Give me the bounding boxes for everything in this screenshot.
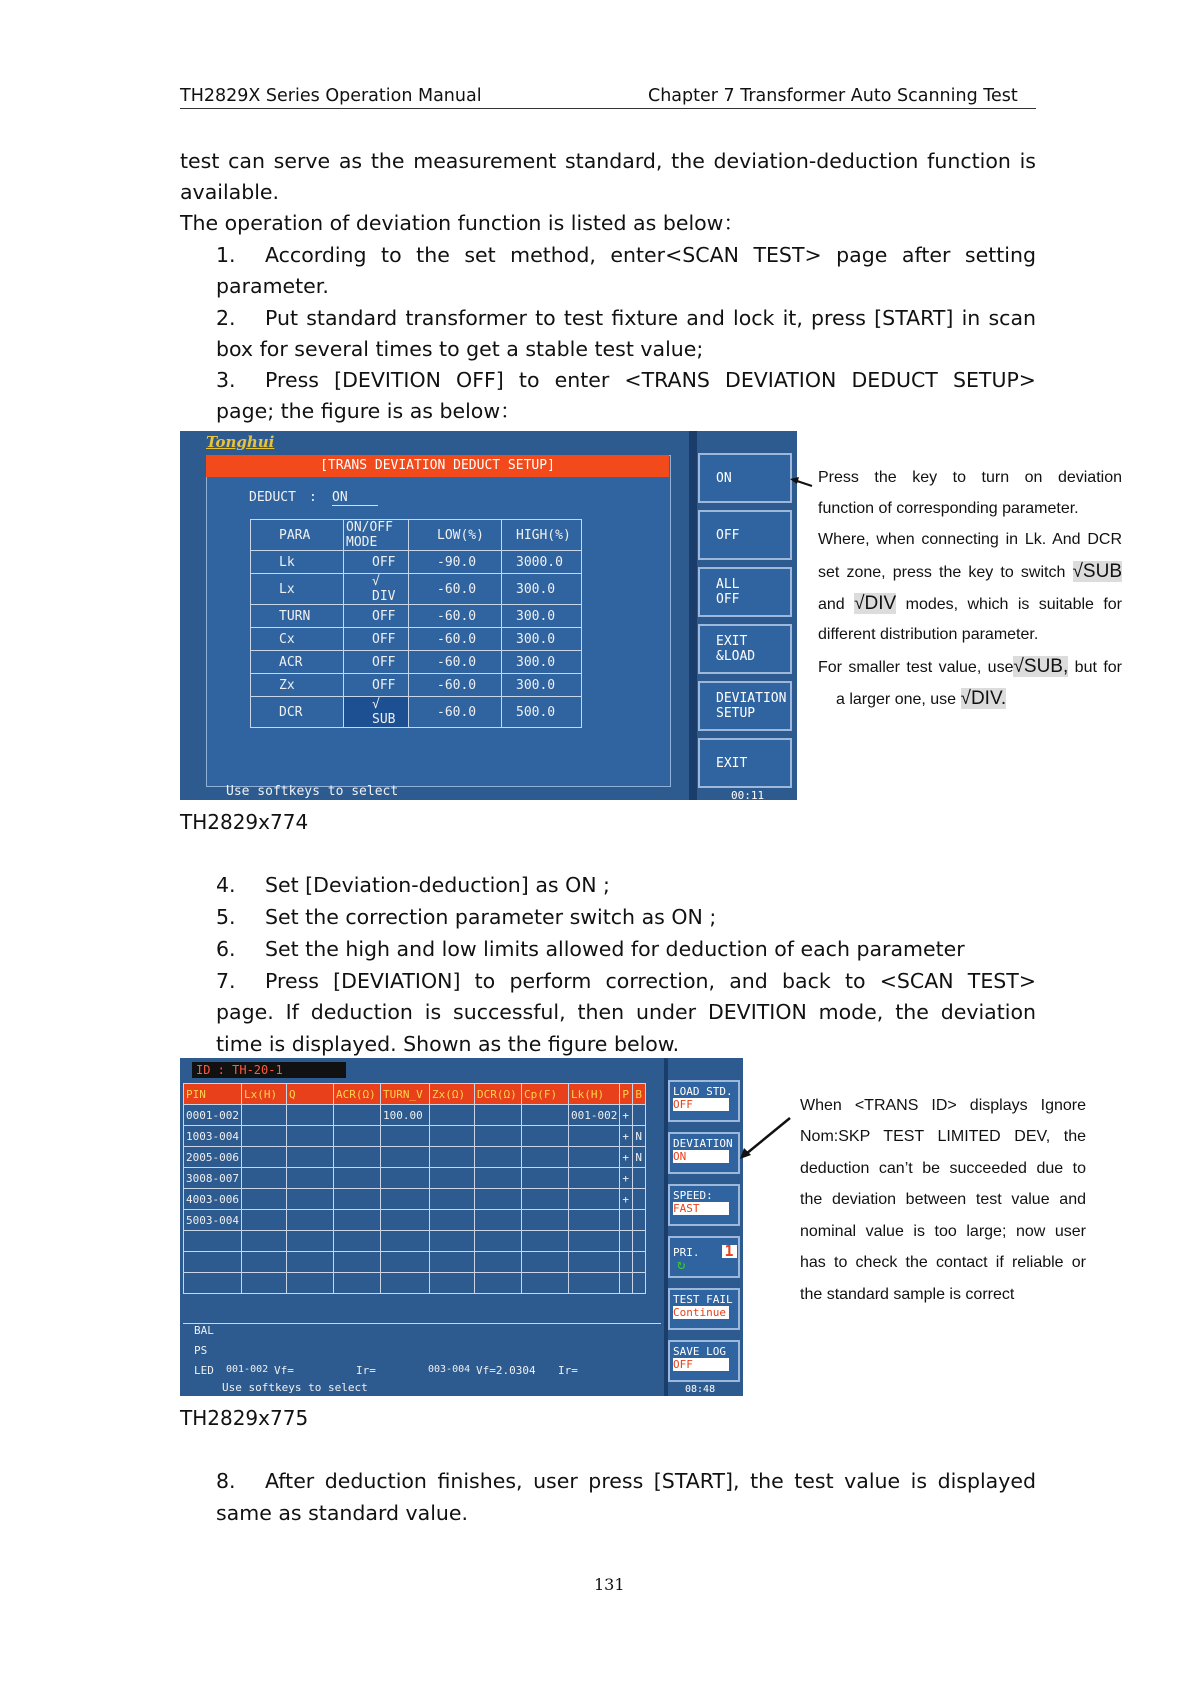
note-1-line-5	[818, 588, 1122, 620]
softkey-pri[interactable]	[668, 1236, 740, 1278]
dcr	[474, 1168, 521, 1189]
note-1-sub-mode-2: √SUB,	[1013, 656, 1069, 677]
status-bar: Use softkeys to select	[222, 1381, 368, 1394]
softkey-save-log-value: OFF	[673, 1358, 729, 1371]
pin: 0001-002	[184, 1105, 242, 1126]
zx	[429, 1210, 474, 1231]
led-vf-1: Vf=	[274, 1364, 294, 1377]
cp	[521, 1189, 568, 1210]
note-1-sub-mode: √SUB	[1072, 561, 1122, 582]
column-header: PIN	[184, 1084, 242, 1105]
low[interactable]: -60.0	[409, 674, 502, 697]
p	[620, 1210, 633, 1231]
note-1-line-6: different distribution parameter.	[818, 626, 1039, 643]
step-8-number: 8.	[216, 1469, 236, 1493]
step-2-line-2: box for several times to get a stable test value;	[216, 337, 704, 361]
note-1-line-2: function of corresponding parameter.	[818, 500, 1079, 517]
softkey-speed-value: FAST	[673, 1202, 729, 1215]
step-7	[216, 966, 1036, 997]
note-1-line-7-text: For smaller test value, use	[818, 659, 1014, 676]
note-2-line-1: When <TRANS ID> displays Ignore	[800, 1097, 1086, 1114]
table-row	[184, 1189, 646, 1210]
dcr	[474, 1147, 521, 1168]
acr	[333, 1126, 380, 1147]
step-5-number: 5.	[216, 905, 236, 929]
low[interactable]: -90.0	[409, 551, 502, 574]
cp	[521, 1210, 568, 1231]
step-3-text: Press [DEVITION OFF] to enter <TRANS DEVIATION DEDUCT SETUP>	[265, 368, 1036, 392]
scan-result-table	[183, 1083, 646, 1294]
step-7-text: Press [DEVIATION] to perform correction, and back to <SCAN TEST>	[265, 969, 1036, 993]
table-header-row	[251, 520, 582, 551]
b	[633, 1210, 646, 1231]
high[interactable]: 300.0	[502, 574, 582, 605]
acr	[333, 1189, 380, 1210]
softkey-test-fail[interactable]	[668, 1288, 740, 1330]
lx	[241, 1147, 286, 1168]
intro-line-1: test can serve as the measurement standard, the deviation-deduction function is	[180, 149, 1036, 173]
softkey-save-log[interactable]	[668, 1340, 740, 1382]
page-number: 131	[594, 1575, 625, 1594]
note-2-line-4: the deviation between test value and	[800, 1191, 1086, 1208]
mode[interactable]: OFF	[344, 651, 409, 674]
high[interactable]: 500.0	[502, 697, 582, 728]
arrow-icon	[790, 476, 814, 490]
lk: 001-002	[568, 1105, 619, 1126]
table-row[interactable]	[251, 674, 582, 697]
column-header: DCR(Ω)	[474, 1084, 521, 1105]
pin: 2005-006	[184, 1147, 242, 1168]
led-vf-2: Vf=2.0304	[476, 1364, 536, 1377]
note-2-line-3: deduction can’t be succeeded due to	[800, 1160, 1086, 1177]
column-header: TURN_V	[380, 1084, 429, 1105]
table-row[interactable]	[251, 574, 582, 605]
led-label: LED	[194, 1364, 214, 1377]
column-header: ACR(Ω)	[333, 1084, 380, 1105]
lx	[241, 1210, 286, 1231]
column-header: Lk(H)	[568, 1084, 619, 1105]
step-5-text: Set the correction parameter switch as ON ;	[265, 905, 717, 929]
step-8	[216, 1466, 1036, 1497]
softkey-speed-label: SPEED:	[673, 1189, 713, 1202]
table-row	[184, 1168, 646, 1189]
turn-v	[380, 1147, 429, 1168]
intro-line-3: The operation of deviation function is listed as below：	[180, 211, 744, 235]
step-7-line-3: time is displayed. Shown as the figure below.	[216, 1032, 680, 1056]
turn-v	[380, 1189, 429, 1210]
dcr	[474, 1105, 521, 1126]
note-2-line-6: has to check the contact if reliable or	[800, 1254, 1086, 1271]
p: +	[620, 1105, 633, 1126]
step-2-text: Put standard transformer to test fixture and lock it, press [START] in scan	[265, 306, 1036, 330]
note-1-div-mode-2: √DIV.	[960, 688, 1007, 709]
p: +	[620, 1168, 633, 1189]
softkey-all-off[interactable]	[698, 567, 792, 617]
b: N	[633, 1126, 646, 1147]
step-1-number: 1.	[216, 243, 236, 267]
param: TURN	[251, 605, 344, 628]
turn-v	[380, 1168, 429, 1189]
note-1-line-8-text: a larger one, use	[836, 691, 961, 708]
softkey-load-std-label: LOAD STD.	[673, 1085, 733, 1098]
header-right: Chapter 7 Transformer Auto Scanning Test	[648, 86, 1018, 106]
softkey-exit[interactable]: EXIT	[698, 738, 792, 788]
deviation-table	[250, 519, 582, 728]
softkey-on[interactable]: ON	[698, 453, 792, 503]
table-row	[184, 1231, 646, 1252]
tonghui-logo: Tonghui	[206, 433, 275, 451]
header-left: TH2829X Series Operation Manual	[180, 86, 482, 106]
step-6-text: Set the high and low limits allowed for deduction of each parameter	[265, 937, 965, 961]
softkey-divider	[689, 431, 697, 800]
p: +	[620, 1189, 633, 1210]
lx	[241, 1189, 286, 1210]
zx	[429, 1168, 474, 1189]
step-4-text: Set [Deviation-deduction] as ON ;	[265, 873, 610, 897]
p: +	[620, 1126, 633, 1147]
softkey-test-fail-value: Continue	[673, 1306, 729, 1319]
mode[interactable]: OFF	[344, 605, 409, 628]
table-row[interactable]	[251, 697, 582, 728]
zx	[429, 1126, 474, 1147]
lk	[568, 1210, 619, 1231]
table-row	[184, 1147, 646, 1168]
table-row[interactable]	[251, 551, 582, 574]
step-4	[216, 870, 610, 901]
note-1-line-8	[836, 683, 1006, 715]
q	[286, 1168, 333, 1189]
clock: 00:11	[731, 789, 765, 800]
clock: 08:48	[685, 1384, 716, 1395]
pin: 1003-004	[184, 1126, 242, 1147]
column-header: P	[620, 1084, 633, 1105]
step-3-line-2: page; the figure is as below：	[216, 399, 521, 423]
step-7-line-2: page. If deduction is successful, then under DEVITION mode, the deviation	[216, 1000, 1036, 1024]
turn-v	[380, 1126, 429, 1147]
high[interactable]: 300.0	[502, 651, 582, 674]
note-1-line-7	[818, 651, 1122, 683]
deduct-colon: :	[309, 490, 317, 505]
lk	[568, 1126, 619, 1147]
param: ACR	[251, 651, 344, 674]
table-row	[184, 1252, 646, 1273]
param: Lk	[251, 551, 344, 574]
softkey-deviation-setup[interactable]	[698, 681, 792, 731]
cp	[521, 1126, 568, 1147]
step-6-number: 6.	[216, 937, 236, 961]
lx	[241, 1105, 286, 1126]
figure-2-caption: TH2829x775	[180, 1406, 309, 1430]
high[interactable]: 3000.0	[502, 551, 582, 574]
softkey-load-std[interactable]	[668, 1080, 740, 1122]
note-1-line-5-text: and	[818, 596, 855, 613]
softkey-off[interactable]: OFF	[698, 510, 792, 560]
b	[633, 1105, 646, 1126]
q	[286, 1105, 333, 1126]
led-ir-2: Ir=	[558, 1364, 578, 1377]
step-1-line-2: parameter.	[216, 274, 329, 298]
note-1-div-mode: √DIV	[854, 593, 897, 614]
step-4-number: 4.	[216, 873, 236, 897]
deduct-label: DEDUCT	[249, 490, 296, 505]
status-bar: Use softkeys to select	[226, 784, 399, 799]
step-2-number: 2.	[216, 306, 236, 330]
table-row[interactable]	[251, 605, 582, 628]
dcr	[474, 1126, 521, 1147]
q	[286, 1210, 333, 1231]
b	[633, 1189, 646, 1210]
param: DCR	[251, 697, 344, 728]
deviation-setup-screenshot	[180, 431, 797, 800]
note-2-line-2: Nom:SKP TEST LIMITED DEV, the	[800, 1128, 1086, 1145]
softkey-test-fail-label: TEST FAIL	[673, 1293, 733, 1306]
column-header: Cp(F)	[521, 1084, 568, 1105]
param: Cx	[251, 628, 344, 651]
low[interactable]: -60.0	[409, 628, 502, 651]
table-row	[184, 1126, 646, 1147]
note-2-line-7: the standard sample is correct	[800, 1286, 1015, 1303]
zx	[429, 1189, 474, 1210]
acr	[333, 1105, 380, 1126]
cp	[521, 1168, 568, 1189]
step-1	[216, 240, 1036, 271]
note-1-line-3: Where, when connecting in Lk. And DCR	[818, 531, 1122, 548]
scan-test-screenshot	[180, 1058, 743, 1396]
p: +	[620, 1147, 633, 1168]
softkey-pri-value: 1	[722, 1245, 737, 1258]
param: Lx	[251, 574, 344, 605]
softkey-exit-load-label: EXIT &LOAD	[716, 634, 756, 664]
b	[633, 1168, 646, 1189]
softkey-deviation-label: DEVIATION	[673, 1137, 733, 1150]
pin: 4003-006	[184, 1189, 242, 1210]
step-8-text: After deduction finishes, user press [START], the test value is displayed	[265, 1469, 1036, 1493]
softkey-deviation-value: ON	[673, 1150, 729, 1163]
softkey-deviation[interactable]	[668, 1132, 740, 1174]
softkey-load-std-value: OFF	[673, 1098, 729, 1111]
step-3-number: 3.	[216, 368, 236, 392]
led-pin-2: 003-004	[428, 1364, 471, 1375]
lx	[241, 1126, 286, 1147]
ps-label: PS	[194, 1344, 208, 1357]
step-7-number: 7.	[216, 969, 236, 993]
q	[286, 1189, 333, 1210]
softkey-save-log-label: SAVE LOG	[673, 1345, 726, 1358]
arrow-icon	[740, 1116, 792, 1160]
note-1-line-4-text: set zone, press the key to switch	[818, 564, 1073, 581]
b: N	[633, 1147, 646, 1168]
step-3	[216, 365, 1036, 396]
zx	[429, 1105, 474, 1126]
cp	[521, 1147, 568, 1168]
turn-v	[380, 1210, 429, 1231]
step-6	[216, 934, 965, 965]
mode[interactable]: OFF	[344, 551, 409, 574]
note-1-line-7-tail: but for	[1068, 659, 1122, 676]
column-header: LOW(%)	[409, 520, 502, 551]
q	[286, 1126, 333, 1147]
acr	[333, 1168, 380, 1189]
acr	[333, 1210, 380, 1231]
figure-1-caption: TH2829x774	[180, 810, 309, 834]
table-row	[184, 1210, 646, 1231]
softkey-pri-label: PRI.	[673, 1246, 700, 1259]
note-2-line-5: nominal value is too large; now user	[800, 1223, 1086, 1240]
dcr	[474, 1210, 521, 1231]
note-1-line-1: Press the key to turn on deviation	[818, 469, 1122, 486]
deduct-value[interactable]: ON	[332, 490, 378, 506]
turn-v: 100.00	[380, 1105, 429, 1126]
softkey-speed[interactable]	[668, 1184, 740, 1226]
mode[interactable]: OFF	[344, 628, 409, 651]
refresh-icon: ↻	[677, 1257, 686, 1273]
column-header: Q	[286, 1084, 333, 1105]
column-header: Lx(H)	[241, 1084, 286, 1105]
column-header: PARA	[251, 520, 344, 551]
bal-label: BAL	[194, 1324, 214, 1337]
footer-divider	[183, 1323, 661, 1324]
lx	[241, 1168, 286, 1189]
step-5	[216, 902, 716, 933]
step-8-line-2: same as standard value.	[216, 1501, 469, 1525]
column-header: B	[633, 1084, 646, 1105]
low[interactable]: -60.0	[409, 605, 502, 628]
note-1-line-5-tail: modes, which is suitable for	[896, 596, 1122, 613]
mode[interactable]: OFF	[344, 674, 409, 697]
mode-selected[interactable]: √ SUB	[344, 697, 409, 728]
pin: 5003-004	[184, 1210, 242, 1231]
lk	[568, 1168, 619, 1189]
table-header-row	[184, 1084, 646, 1105]
led-ir-1: Ir=	[356, 1364, 376, 1377]
high[interactable]: 300.0	[502, 674, 582, 697]
low[interactable]: -60.0	[409, 651, 502, 674]
step-1-text: According to the set method, enter<SCAN TEST> page after setting	[265, 243, 1036, 267]
high[interactable]: 300.0	[502, 605, 582, 628]
setup-title: [TRANS DEVIATION DEDUCT SETUP]	[206, 455, 669, 477]
led-pin-1: 001-002	[226, 1364, 269, 1375]
pin: 3008-007	[184, 1168, 242, 1189]
intro-line-2: available.	[180, 180, 280, 204]
low[interactable]: -60.0	[409, 697, 502, 728]
header-rule	[180, 108, 1036, 109]
column-header: Zx(Ω)	[429, 1084, 474, 1105]
param: Zx	[251, 674, 344, 697]
column-header: HIGH(%)	[502, 520, 582, 551]
trans-id: ID : TH-20-1	[192, 1062, 346, 1078]
column-header: ON/OFF MODE	[344, 520, 409, 551]
q	[286, 1147, 333, 1168]
high[interactable]: 300.0	[502, 628, 582, 651]
low[interactable]: -60.0	[409, 574, 502, 605]
softkey-all-off-label: ALL OFF	[716, 577, 740, 607]
table-row	[184, 1273, 646, 1294]
table-row[interactable]	[251, 628, 582, 651]
note-1-line-4	[818, 556, 1122, 588]
table-row[interactable]	[251, 651, 582, 674]
step-2	[216, 303, 1036, 334]
lk	[568, 1147, 619, 1168]
softkey-deviation-setup-label: DEVIATION SETUP	[716, 691, 787, 721]
zx	[429, 1147, 474, 1168]
acr	[333, 1147, 380, 1168]
mode[interactable]: √ DIV	[344, 574, 409, 605]
lk	[568, 1189, 619, 1210]
softkey-exit-load[interactable]	[698, 624, 792, 674]
dcr	[474, 1189, 521, 1210]
cp	[521, 1105, 568, 1126]
table-row	[184, 1105, 646, 1126]
